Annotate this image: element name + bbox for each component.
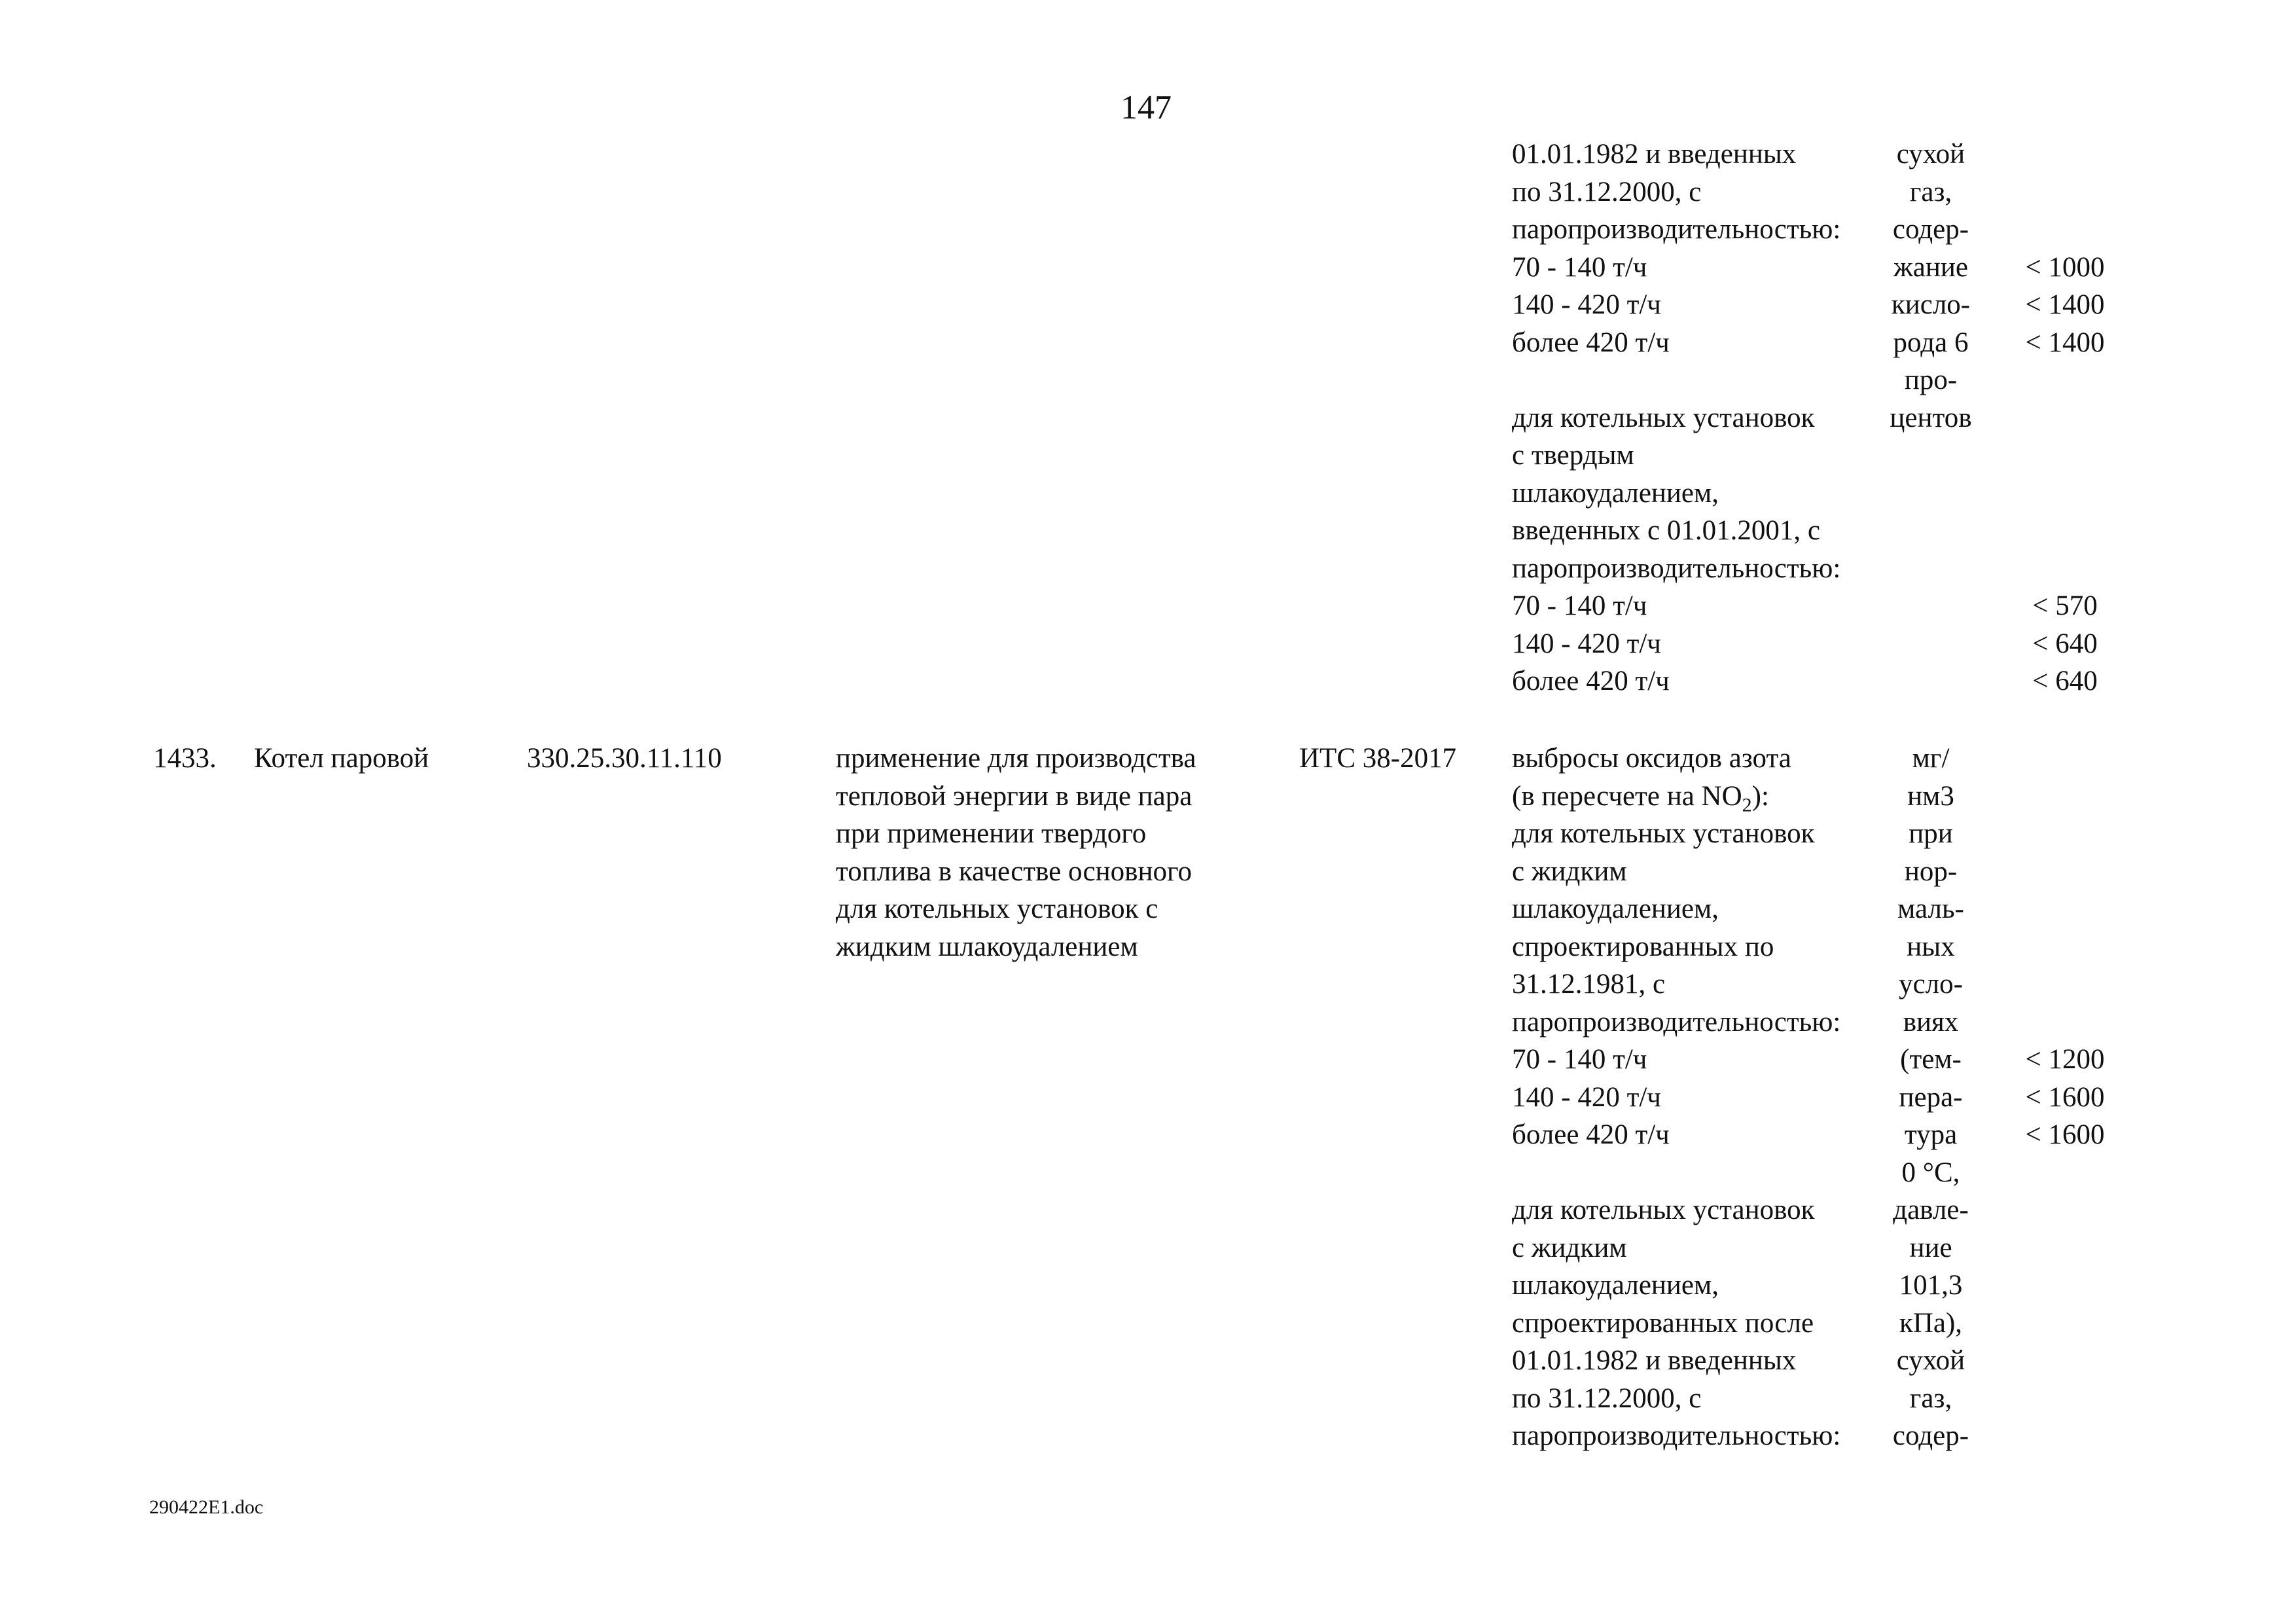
indicator-title-line-2 (1512, 780, 1769, 816)
continuation-values-cell: < 1000 < 1400 < 1400 < 570 < 640 < 640 (2025, 251, 2105, 696)
row-unit-cell: мг/ нм3 при нор- маль- ных усло- виях (тем- пера- тура 0 °С, давле- ние 101,3 кПа), сухой газ, содер- (1892, 743, 1969, 1451)
page-number: 147 (1121, 89, 1172, 126)
row-application: применение для производства тепловой энергии в виде пара при применении твердого топлива в качестве основного для котельных установок с жидким шлакоудалением (836, 743, 1196, 962)
row-standard: ИТС 38-2017 (1299, 743, 1457, 774)
row-number: 1433. (153, 743, 217, 774)
continuation-unit-cell: сухой газ, содер- жание кисло- рода 6 про- центов (1890, 139, 1972, 433)
document-code: 290422E1.doc (149, 1496, 264, 1518)
row-values-cell: < 1200 < 1600 < 1600 (2025, 1044, 2105, 1150)
indicator-title-prefix: (в пересчете на NO (1512, 780, 1742, 812)
row-name: Котел паровой (254, 743, 429, 774)
row-code: 330.25.30.11.110 (527, 743, 722, 774)
indicator-body: для котельных установок с жидким шлакоудалением, спроектированных по 31.12.1981, с паропроизводительностью: 70 - 140 т/ч 140 - 420 т/ч более 420 т/ч для котельных установок с жидким шлакоудалением, спроектированных после 01.01.1982 и введенных по 31.12.2000, с паропроизводительностью: (1512, 818, 1841, 1451)
row-indicator-cell (1512, 740, 1840, 1455)
continuation-indicator-cell: 01.01.1982 и введенных по 31.12.2000, с паропроизводительностью: 70 - 140 т/ч 140 - 420 т/ч более 420 т/ч для котельных установок с твердым шлакоудалением, введенных с 01.01.2001, с паропроизводительностью: 70 - 140 т/ч 140 - 420 т/ч более 420 т/ч (1512, 139, 1841, 696)
indicator-title-suffix: ): (1751, 780, 1769, 812)
indicator-title-line-1: выбросы оксидов азота (1512, 743, 1791, 774)
no2-subscript: 2 (1742, 794, 1752, 816)
